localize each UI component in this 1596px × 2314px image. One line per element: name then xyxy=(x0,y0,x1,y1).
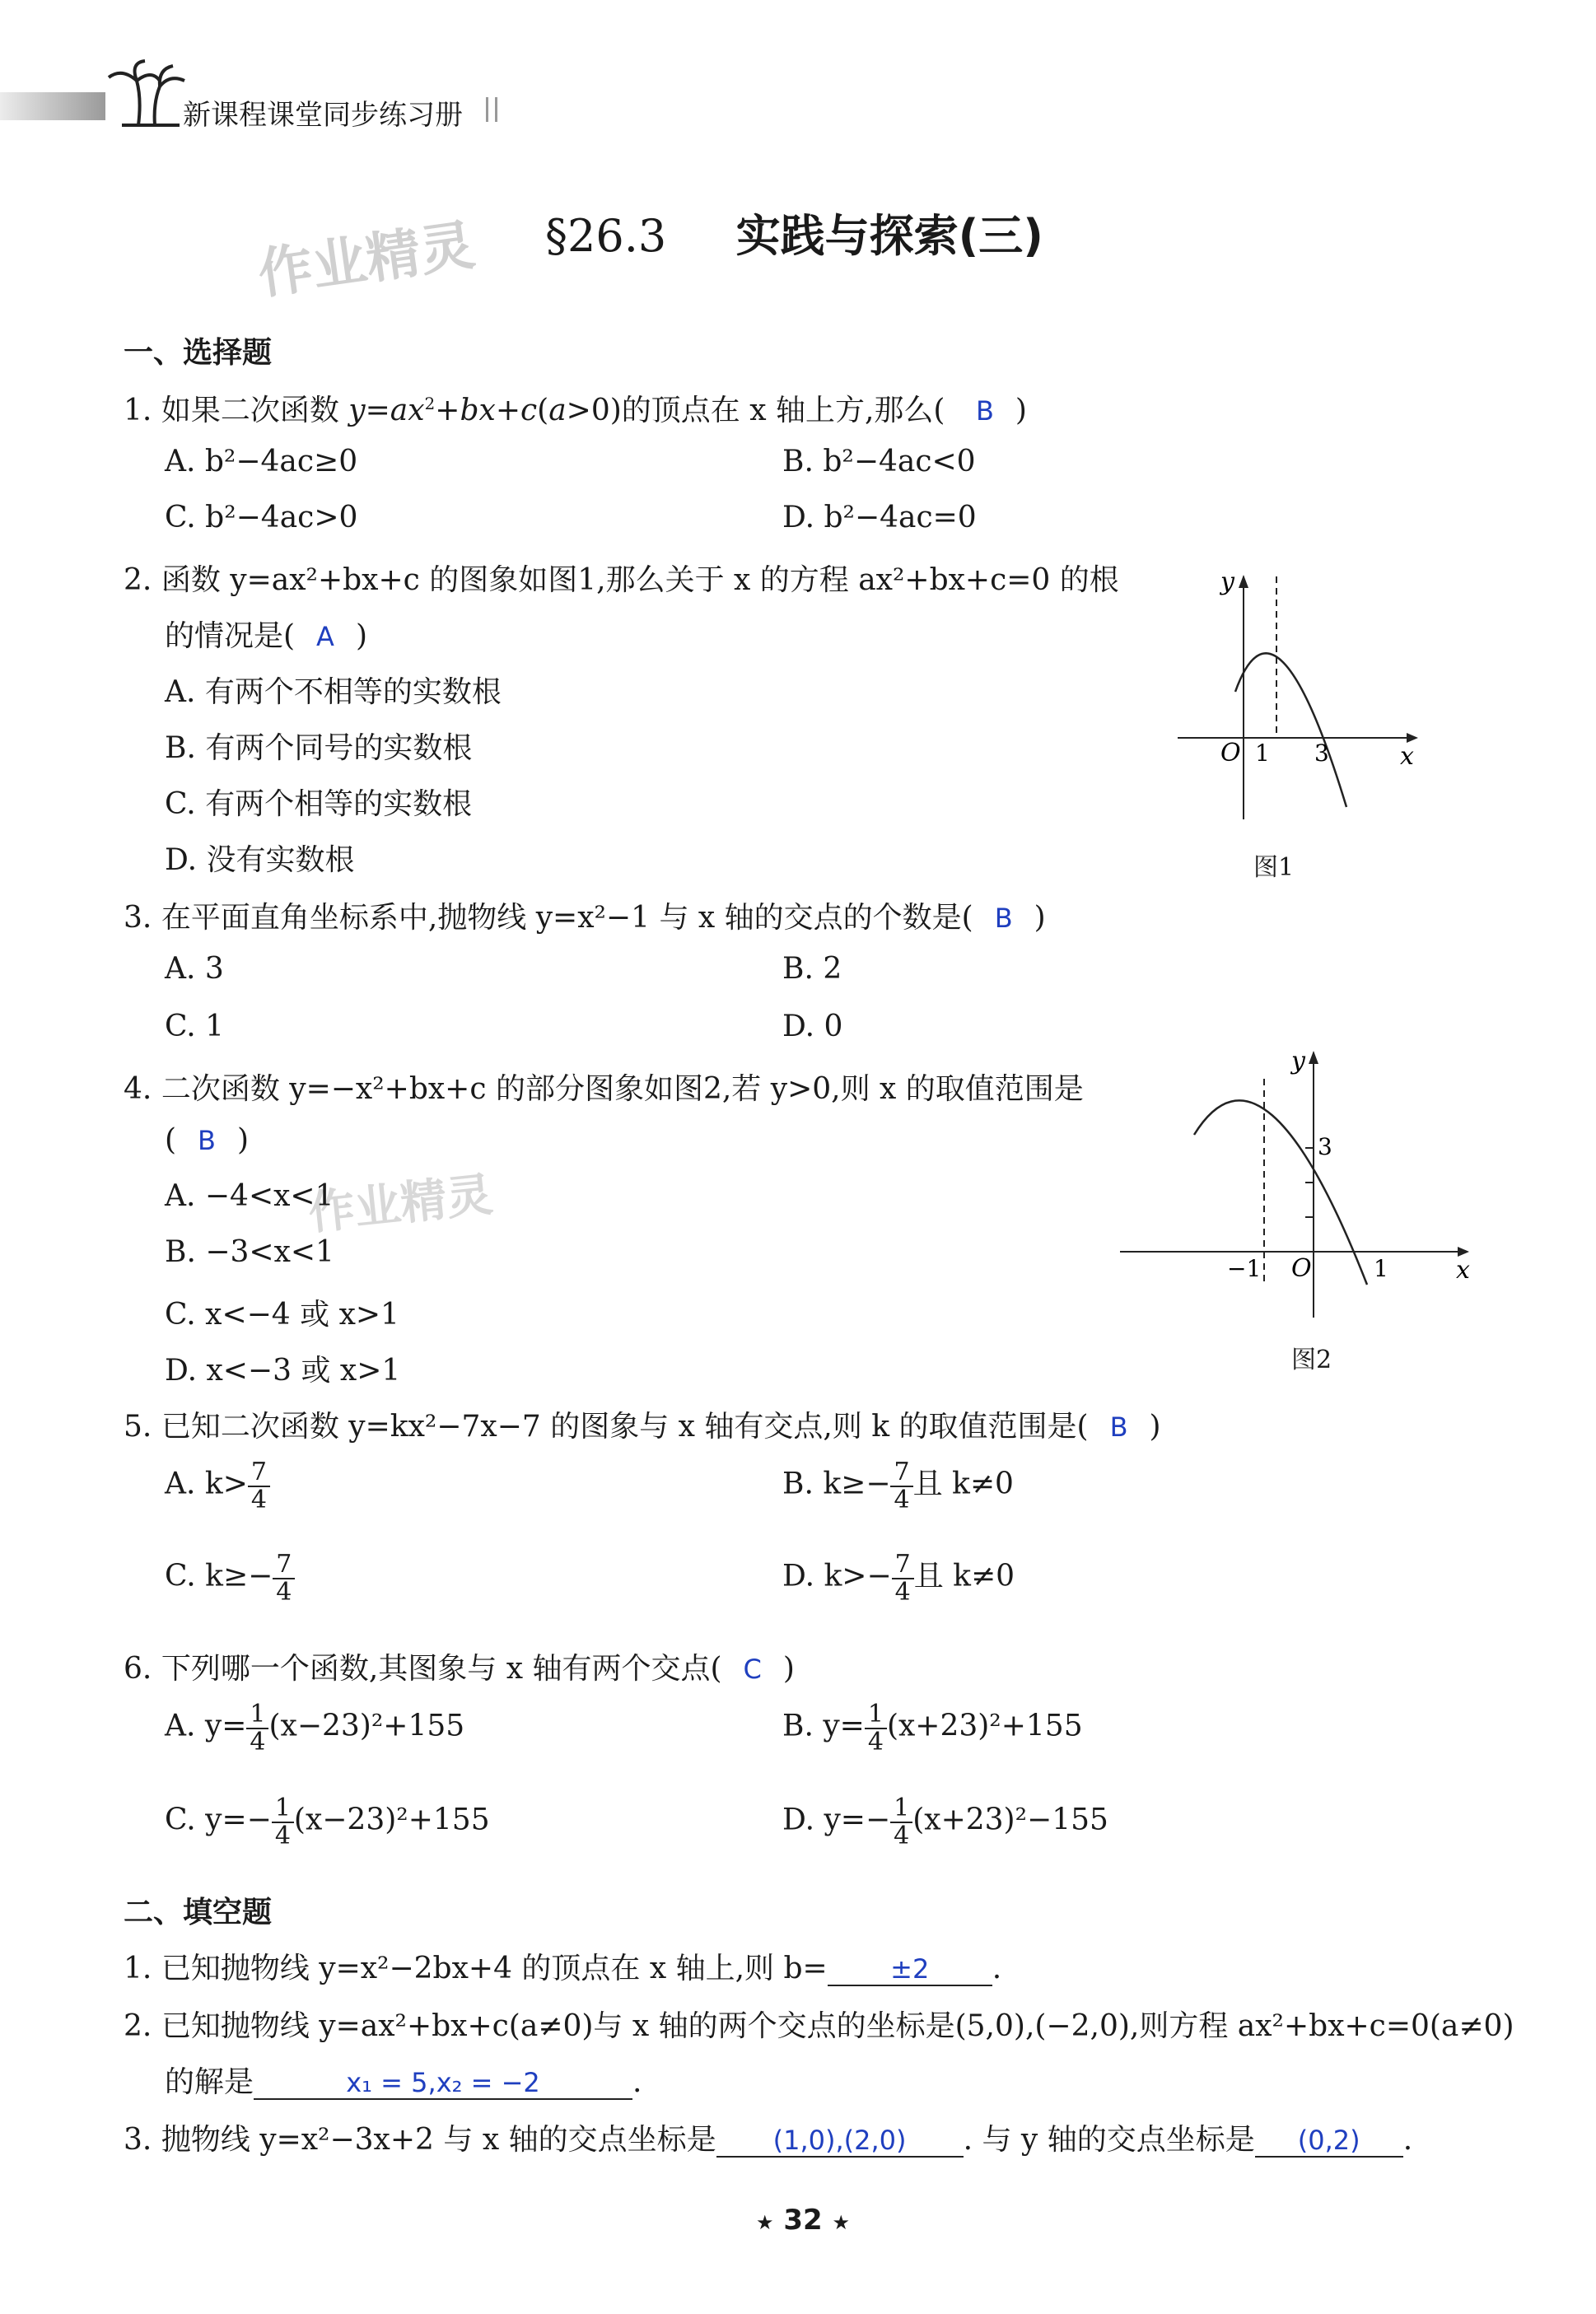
section-name: 实践与探索(三) xyxy=(735,210,1043,262)
header-divider xyxy=(486,97,497,122)
q1-option-d: D. b²−4ac=0 xyxy=(782,501,977,534)
fill-question-3: 3. 抛物线 y=x²−3x+2 与 x 轴的交点坐标是 (1,0),(2,0) . 与 y 轴的交点坐标是 (0,2) . xyxy=(124,2123,1413,2157)
q5-option-a: A. k> $\frac{7}{4}$ xyxy=(165,1459,270,1513)
q1-option-c: C. b²−4ac>0 xyxy=(165,501,358,534)
answer-2: A xyxy=(316,621,334,652)
fig2-tick-3: 3 xyxy=(1318,1133,1332,1160)
question-2: 2. 函数 y=ax²+bx+c 的图象如图1,那么关于 x 的方程 ax²+bx+c=0 的根 xyxy=(124,563,1119,597)
q5-option-c: C. k≥− $\frac{7}{4}$ xyxy=(165,1551,295,1605)
star-icon: ★ xyxy=(832,2211,851,2234)
figure-2-caption: 图2 xyxy=(1291,1346,1332,1374)
fig2-y-arrow-icon xyxy=(1309,1051,1318,1064)
question-4: 4. 二次函数 y=−x²+bx+c 的部分图象如图2,若 y>0,则 x 的取值范围是 xyxy=(124,1072,1084,1106)
figure-2 xyxy=(1112,1038,1482,1318)
answer-1: B xyxy=(975,395,994,427)
fig1-tick-1: 1 xyxy=(1255,739,1270,767)
q3-option-d: D. 0 xyxy=(782,1010,843,1043)
question-3: 3. 在平面直角坐标系中,抛物线 y=x²−1 与 x 轴的交点的个数是( B ) xyxy=(124,901,1046,935)
palm-tree-icon xyxy=(105,58,188,128)
star-icon: ★ xyxy=(756,2211,774,2234)
question-2-line2: 的情况是( A ) xyxy=(165,619,367,653)
fig1-origin-label: O xyxy=(1220,739,1241,767)
q5-option-b: B. k≥− $\frac{7}{4}$ 且 k≠0 xyxy=(782,1458,1014,1514)
fig2-x-label: x xyxy=(1456,1256,1470,1285)
header-bar xyxy=(0,92,105,120)
q3-option-c: C. 1 xyxy=(165,1010,225,1043)
fill-answer-2: x₁ = 5,x₂ = −2 xyxy=(254,2067,632,2100)
q5-option-d: D. k>− $\frac{7}{4}$ 且 k≠0 xyxy=(782,1550,1015,1607)
q4-option-c: C. x<−4 或 x>1 xyxy=(165,1298,399,1332)
page-title xyxy=(545,201,1043,264)
header-title: 新课程课堂同步练习册 xyxy=(183,99,463,132)
question-5: 5. 已知二次函数 y=kx²−7x−7 的图象与 x 轴有交点,则 k 的取值范围是( B ) xyxy=(124,1410,1161,1444)
q6-option-d: D. y=− $\frac{1}{4}$ (x+23)²−155 xyxy=(782,1794,1108,1850)
fig2-tick-minus-1: −1 xyxy=(1227,1255,1262,1282)
question-1: 1. 如果二次函数 $y=ax^2+bx+c(a>0)$的顶点在 x 轴上方,那么( B ) xyxy=(124,394,1027,427)
fig2-y-label: y xyxy=(1291,1047,1305,1075)
q2-option-c: C. 有两个相等的实数根 xyxy=(165,787,473,821)
fig1-y-label: y xyxy=(1220,567,1234,596)
fill-question-1: 1. 已知抛物线 y=x²−2bx+4 的顶点在 x 轴上,则 b= ±2 . xyxy=(124,1952,1002,1985)
q2-option-b: B. 有两个同号的实数根 xyxy=(165,731,473,765)
q6-option-c: C. y=− $\frac{1}{4}$ (x−23)²+155 xyxy=(165,1794,490,1850)
section-number: §26.3 xyxy=(545,210,667,262)
figure-1-caption: 图1 xyxy=(1253,853,1295,882)
q6-option-b: B. y= $\frac{1}{4}$ (x+23)²+155 xyxy=(782,1700,1083,1756)
q2-option-d: D. 没有实数根 xyxy=(165,843,355,877)
fig1-parabola xyxy=(1235,653,1346,807)
q6-option-a: A. y= $\frac{1}{4}$ (x−23)²+155 xyxy=(165,1700,465,1756)
fig1-tick-3: 3 xyxy=(1314,739,1329,767)
fig1-x-label: x xyxy=(1400,742,1414,771)
fig1-y-arrow-icon xyxy=(1239,575,1248,588)
q1-option-a: A. b²−4ac≥0 xyxy=(165,445,358,478)
figure-1 xyxy=(1153,560,1433,840)
page-number: ★ 32 ★ xyxy=(756,2204,851,2237)
answer-3: B xyxy=(994,903,1013,934)
fill-answer-1: ±2 xyxy=(828,1953,992,1986)
answer-4: B xyxy=(198,1125,216,1156)
fill-answer-3a: (1,0),(2,0) xyxy=(716,2125,964,2158)
question-4-line2: ( B ) xyxy=(165,1123,250,1157)
fill-question-2: 2. 已知抛物线 y=ax²+bx+c(a≠0)与 x 轴的两个交点的坐标是(5,0),(−2,0),则方程 ax²+bx+c=0(a≠0) xyxy=(124,2009,1514,2043)
fill-answer-3b: (0,2) xyxy=(1255,2125,1403,2158)
section-heading-choice: 一、选择题 xyxy=(124,336,273,370)
fig2-origin-label: O xyxy=(1291,1254,1312,1283)
q3-option-a: A. 3 xyxy=(165,952,224,986)
section-heading-fill: 二、填空题 xyxy=(124,1896,273,1929)
fig2-tick-1: 1 xyxy=(1374,1255,1388,1282)
answer-6: C xyxy=(743,1654,762,1685)
question-6: 6. 下列哪一个函数,其图象与 x 轴有两个交点( C ) xyxy=(124,1652,795,1686)
q4-option-b: B. −3<x<1 xyxy=(165,1235,334,1269)
fig2-parabola xyxy=(1194,1100,1367,1285)
answer-5: B xyxy=(1109,1411,1128,1443)
q4-option-d: D. x<−3 或 x>1 xyxy=(165,1354,401,1388)
fill-question-2-line2: 的解是 x₁ = 5,x₂ = −2 . xyxy=(165,2065,642,2099)
q1-option-b: B. b²−4ac<0 xyxy=(782,445,976,478)
q3-option-b: B. 2 xyxy=(782,952,842,986)
q4-option-a: A. −4<x<1 xyxy=(165,1179,334,1213)
watermark-2: 作业精灵 xyxy=(306,1168,496,1241)
watermark: 作业精灵 xyxy=(254,212,478,306)
q2-option-a: A. 有两个不相等的实数根 xyxy=(165,675,502,709)
